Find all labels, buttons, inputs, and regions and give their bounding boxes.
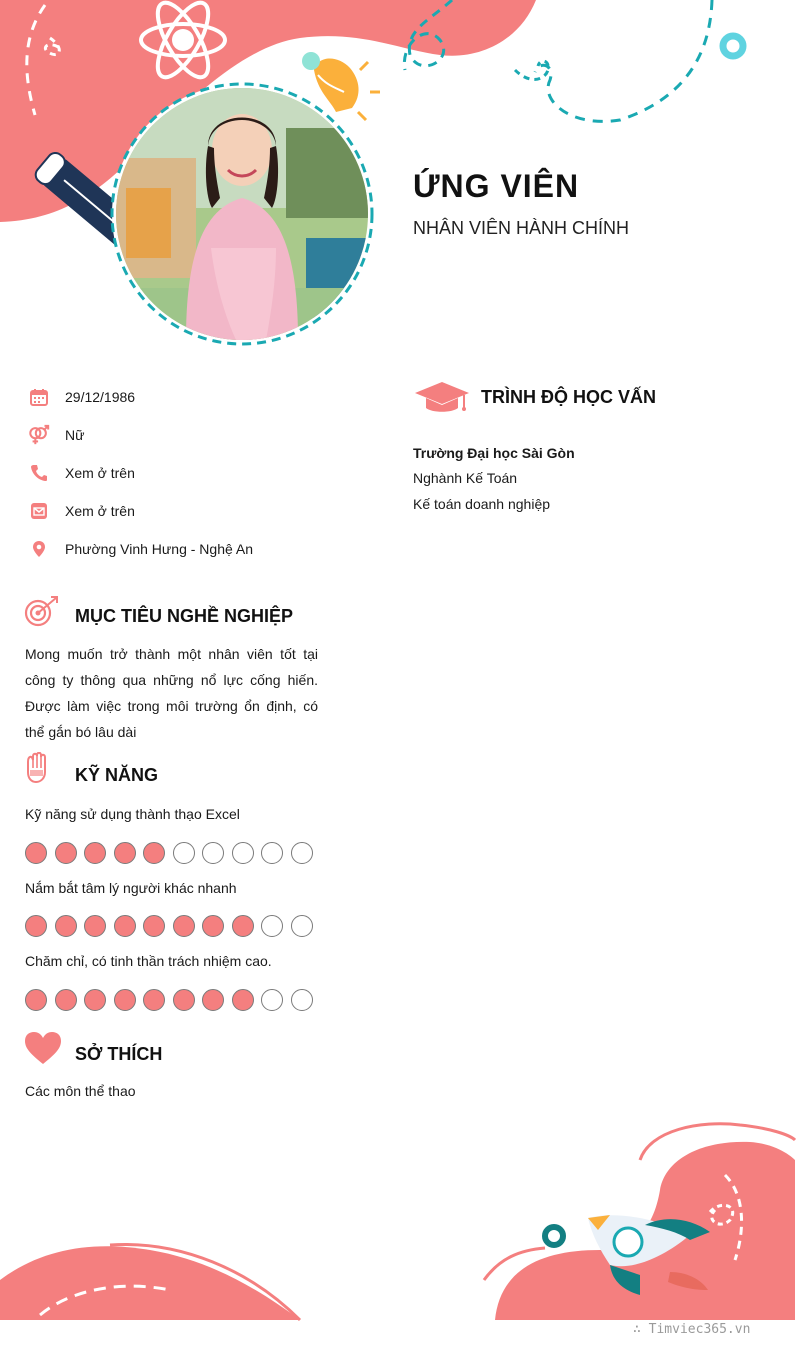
hobby-text: Các môn thể thao [25, 1083, 136, 1099]
education-title: TRÌNH ĐỘ HỌC VẤN [481, 387, 656, 407]
rating-dot-empty [261, 842, 283, 864]
education-school: Trường Đại học Sài Gòn [413, 445, 575, 461]
email-icon [28, 500, 50, 522]
rating-dot-filled [143, 989, 165, 1011]
education-major: Nghành Kế Toán [413, 470, 518, 486]
candidate-position: NHÂN VIÊN HÀNH CHÍNH [413, 218, 630, 238]
rating-dot-filled [84, 989, 106, 1011]
rating-dot-empty [261, 915, 283, 937]
skill-name: Kỹ năng sử dụng thành thạo Excel [25, 806, 240, 822]
avatar-frame [108, 80, 376, 348]
fist-icon [24, 752, 50, 786]
objective-title: MỤC TIÊU NGHỀ NGHIỆP [75, 606, 294, 626]
skill-name: Nắm bắt tâm lý người khác nhanh [25, 880, 237, 896]
rating-dot-filled [25, 989, 47, 1011]
rating-dot-empty [261, 989, 283, 1011]
teal-dot [545, 1227, 563, 1245]
rating-dot-empty [291, 989, 313, 1011]
graduation-cap-icon [414, 380, 470, 414]
contact-gender: Nữ [65, 427, 85, 443]
phone-icon [28, 462, 50, 484]
contact-row-phone [28, 461, 135, 485]
rating-dot-filled [84, 842, 106, 864]
contact-row-address [28, 537, 254, 561]
education-detail: Kế toán doanh nghiệp [413, 496, 551, 512]
rating-dot-empty [202, 842, 224, 864]
contact-phone: Xem ở trên [65, 465, 135, 481]
contact-birthdate: 29/12/1986 [65, 389, 136, 405]
rating-dot-filled [55, 915, 77, 937]
target-icon [24, 595, 60, 629]
rating-dot-empty [232, 842, 254, 864]
contact-row-birthdate [28, 385, 136, 409]
avatar [116, 88, 368, 340]
rating-dot-filled [25, 915, 47, 937]
rating-dot-filled [232, 989, 254, 1011]
footer-decoration [0, 1100, 800, 1346]
heart-icon [24, 1031, 62, 1065]
rating-dot-filled [143, 842, 165, 864]
hobbies-title: SỞ THÍCH [75, 1044, 163, 1064]
contact-address: Phường Vinh Hưng - Nghệ An [65, 541, 254, 557]
objective-text: Mong muốn trở thành một nhân viên tốt tại công ty thông qua những nổ lực cống hiến. Được làm việc trong môi trường ổn định, có thể gắn bó lâu dài [25, 646, 318, 740]
skills-title: KỸ NĂNG [75, 765, 159, 785]
rating-dot-filled [55, 842, 77, 864]
rating-dot-filled [202, 989, 224, 1011]
calendar-icon [28, 386, 50, 408]
rating-dot-filled [173, 915, 195, 937]
rating-dot-filled [114, 842, 136, 864]
rating-dot-filled [202, 915, 224, 937]
rating-dot-empty [291, 915, 313, 937]
rating-dot-filled [143, 915, 165, 937]
watermark: ∴ Timviec365.vn [633, 1322, 751, 1337]
teal-dashed-path [535, 0, 712, 121]
contact-row-email [28, 499, 135, 523]
rating-dot-filled [55, 989, 77, 1011]
candidate-name: ỨNG VIÊN [413, 168, 580, 204]
skill-name: Chăm chỉ, có tinh thần trách nhiệm cao. [25, 953, 272, 969]
rating-dot-filled [114, 915, 136, 937]
rating-dot-empty [173, 842, 195, 864]
contact-email: Xem ở trên [65, 503, 135, 519]
rating-dot-filled [114, 989, 136, 1011]
rating-dot-filled [173, 989, 195, 1011]
gender-icon [28, 424, 50, 446]
rating-dot-filled [25, 842, 47, 864]
contact-row-gender [28, 423, 85, 447]
rating-dot-filled [84, 915, 106, 937]
location-pin-icon [28, 538, 50, 560]
rating-dot-empty [291, 842, 313, 864]
teal-ring [723, 36, 743, 56]
rating-dot-filled [232, 915, 254, 937]
